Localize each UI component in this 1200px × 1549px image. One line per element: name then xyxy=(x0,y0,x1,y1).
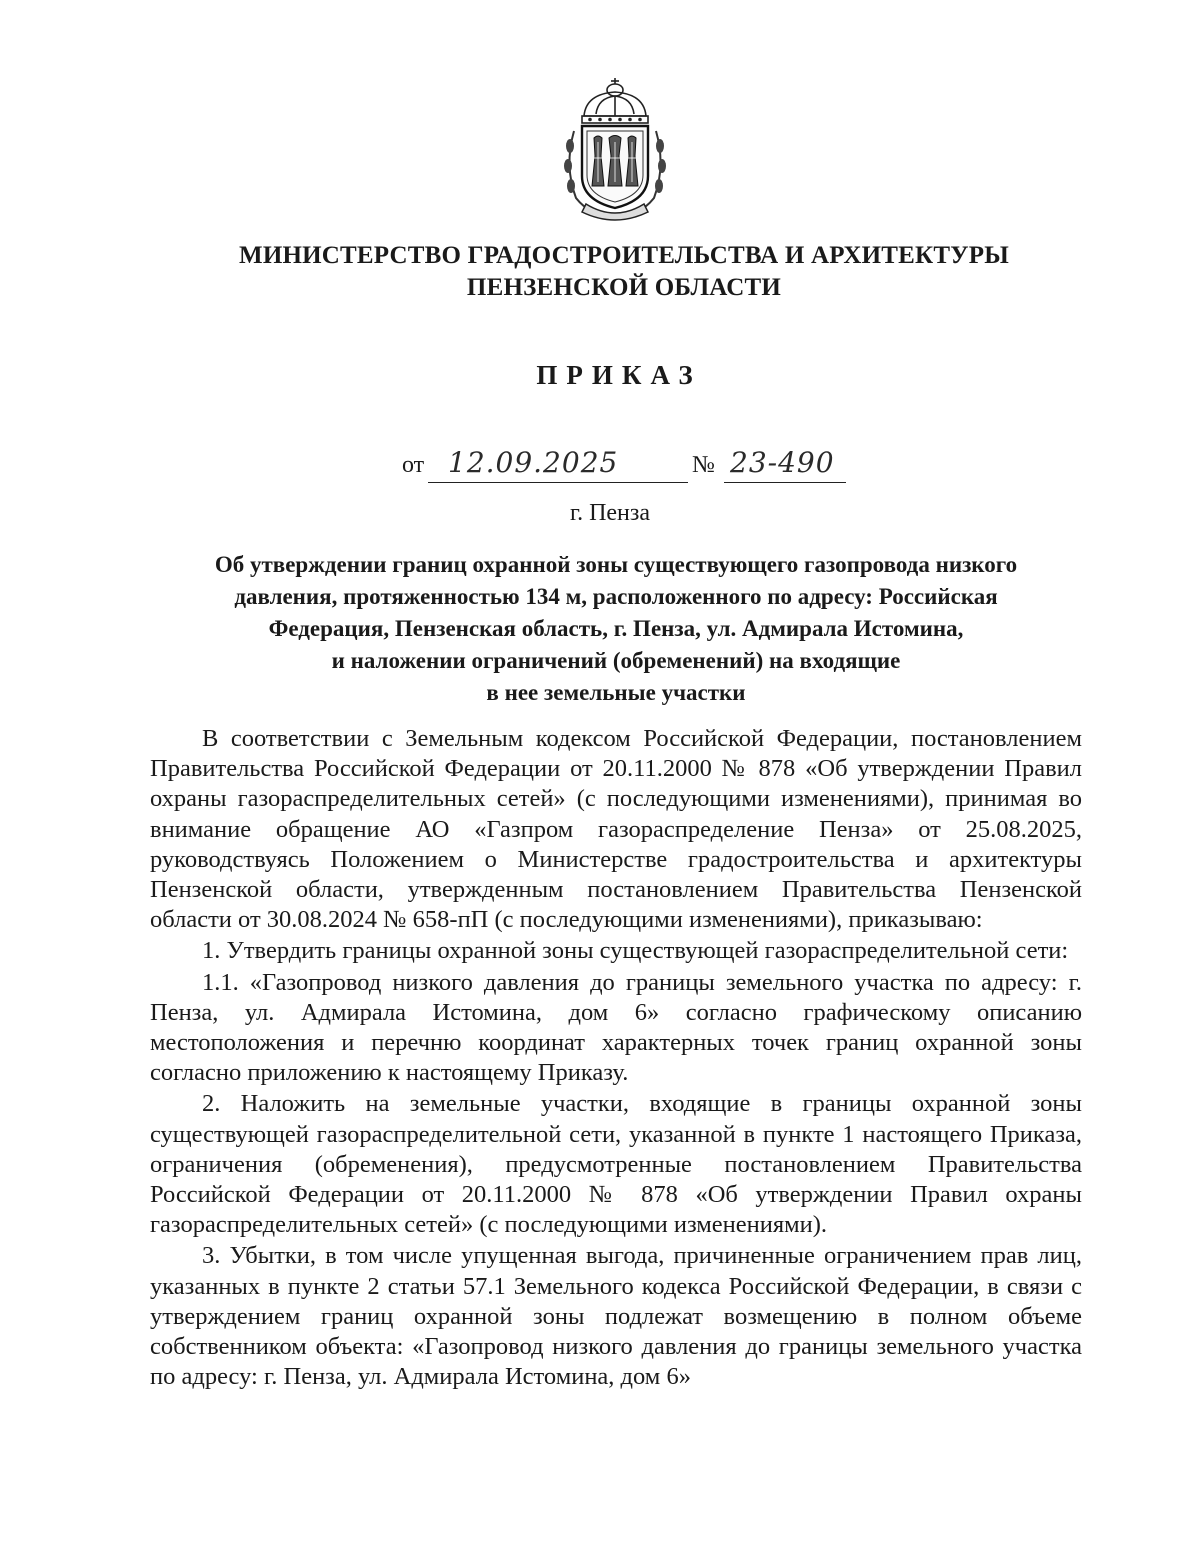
ministry-name-line-1: МИНИСТЕРСТВО ГРАДОСТРОИТЕЛЬСТВА И АРХИТЕКТУРЫ xyxy=(239,242,1009,269)
date-prefix-label: от xyxy=(402,452,425,478)
handwritten-date: 12.09.2025 xyxy=(448,446,619,479)
title-line: давления, протяженностью 134 м, расположенного по адресу: Российская xyxy=(234,584,998,609)
clause-1-1-paragraph: 1.1. «Газопровод низкого давления до границы земельного участка по адресу: г. Пенза, ул. Адмирала Истомина, дом 6» согласно графическому описанию местоположения и перечню координат характерных точек границ охранной зоны согласно приложению к настоящему Приказу. xyxy=(150,968,1082,1087)
preamble-paragraph: В соответствии с Земельным кодексом Российской Федерации, постановлением Правительства Российской Федерации от 20.11.2000 № 878 «Об утверждении Правил охраны газораспределительных сетей» (с последующими изменениями), принимая во внимание обращение АО «Газпром газораспределение Пенза» от 25.08.2025, руководствуясь Положением о Министерстве градостроительства и архитектуры Пензенской области, утвержденным постановлением Правительства Пензенской области от 30.08.2024 № 658-пП (с последующими изменениями), приказываю: xyxy=(150,725,1082,934)
handwritten-number: 23-490 xyxy=(730,446,835,479)
document-type-heading: ПРИКАЗ xyxy=(536,360,702,390)
ministry-name xyxy=(0,240,1200,304)
clause-2-paragraph: 2. Наложить на земельные участки, входящие в границы охранной зоны существующей газораспределительной сети, указанной в пункте 1 настоящего Приказа, ограничения (обременения), предусмотренные постановлением Правительства Российской Федерации от 20.11.2000 № 878 «Об утверждении Правил охраны газораспределительных сетей» (с последующими изменениями). xyxy=(150,1090,1082,1239)
clause-1-paragraph: 1. Утвердить границы охранной зоны существующей газораспределительной сети: xyxy=(202,937,1069,965)
order-body xyxy=(150,724,1082,1392)
title-line: и наложении ограничений (обременений) на входящие xyxy=(331,648,901,673)
number-prefix-label: № xyxy=(692,452,715,478)
number-underline xyxy=(724,482,846,483)
coat-of-arms-emblem xyxy=(560,76,670,222)
ministry-name-line-2: ПЕНЗЕНСКОЙ ОБЛАСТИ xyxy=(466,274,782,301)
order-title xyxy=(150,549,1082,709)
title-line: Федерация, Пензенская область, г. Пенза, ул. Адмирала Истомина, xyxy=(268,616,964,641)
title-line: в нее земельные участки xyxy=(486,680,746,705)
date-underline xyxy=(428,482,688,483)
clause-3-paragraph: 3. Убытки, в том числе упущенная выгода, причиненные ограничением прав лиц, указанных в пункте 2 статьи 57.1 Земельного кодекса Российской Федерации, в связи с утверждением границ охранной зоны подлежат возмещению в полном объеме собственником объекта: «Газопровод низкого давления до границы земельного участка по адресу: г. Пенза, ул. Адмирала Истомина, дом 6» xyxy=(150,1242,1082,1391)
city-label: г. Пенза xyxy=(569,500,651,526)
title-line: Об утверждении границ охранной зоны существующего газопровода низкого xyxy=(214,552,1018,577)
